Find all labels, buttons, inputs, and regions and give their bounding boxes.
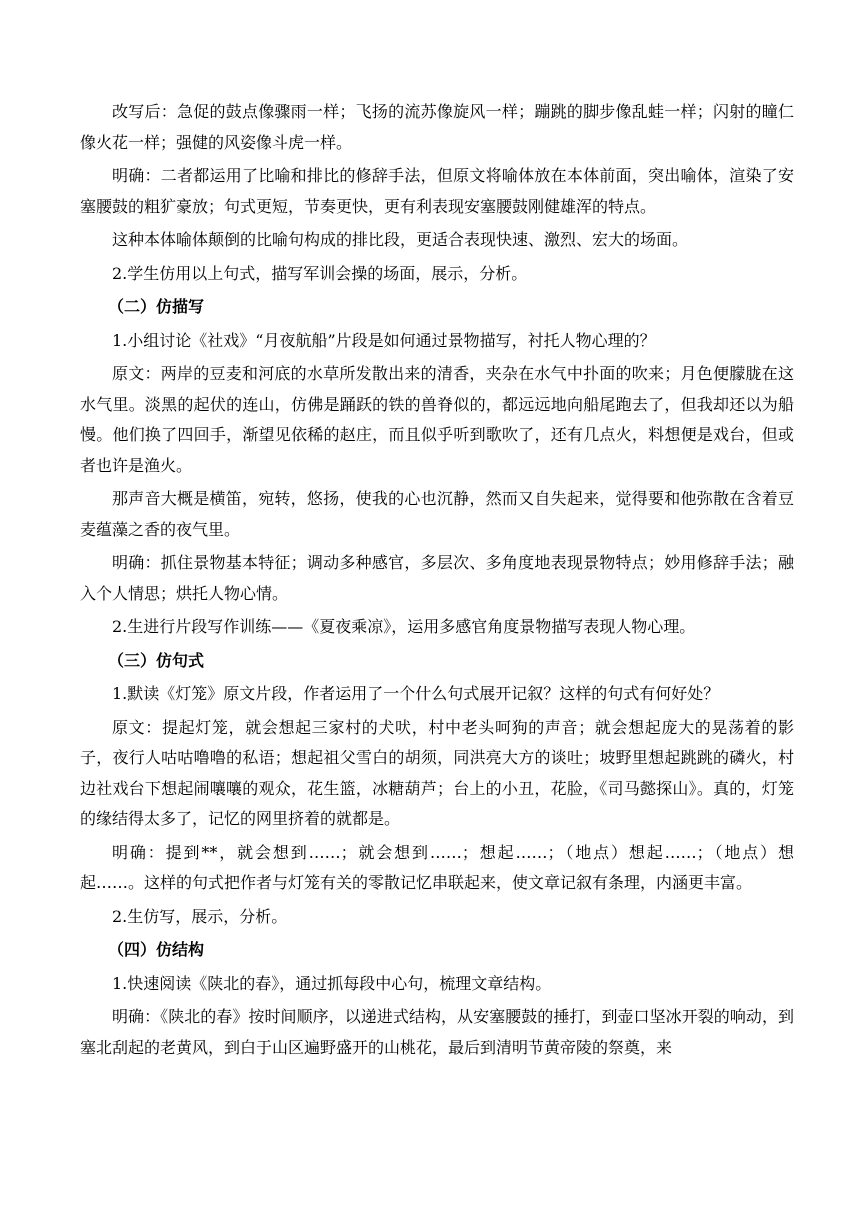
paragraph: 明确：抓住景物基本特征；调动多种感官，多层次、多角度地表现景物特点；妙用修辞手法；融入个人情思；烘托人物心情。 xyxy=(80,553,794,603)
paragraph: 2.生仿写，展示，分析。 xyxy=(112,906,288,926)
paragraph: 明确：二者都运用了比喻和排比的修辞手法，但原文将喻体放在本体前面，突出喻体，渲染了安塞腰鼓的粗犷豪放；句式更短，节奏更快，更有利表现安塞腰鼓刚健雄浑的特点。 xyxy=(80,166,794,216)
document-page xyxy=(80,97,794,1066)
paragraph: 1.默读《灯笼》原文片段，作者运用了一个什么句式展开记叙？这样的句式有何好处？ xyxy=(112,684,720,703)
paragraph: 明确：《陕北的春》按时间顺序，以递进式结构，从安塞腰鼓的捶打，到壶口坚冰开裂的响动，到塞北刮起的老黄风，到白于山区遍野盛开的山桃花，最后到清明节黄帝陵的祭奠，来 xyxy=(80,1007,794,1057)
paragraph: 原文：两岸的豆麦和河底的水草所发散出来的清香，夹杂在水气中扑面的吹来；月色便朦胧在这水气里。淡黑的起伏的连山，仿佛是踊跃的铁的兽脊似的，都远远地向船尾跑去了，但我却还以为船慢。他们换了四回手，渐望见依稀的赵庄，而且似乎听到歌吹了，还有几点火，料想便是戏台，但或者也许是渔火。 xyxy=(80,364,794,475)
paragraph: 2.生进行片段写作训练——《夏夜乘凉》，运用多感官角度景物描写表现人物心理。 xyxy=(112,617,696,636)
paragraph: 1.快速阅读《陕北的春》，通过抓每段中心句，梳理文章结构。 xyxy=(112,973,552,993)
paragraph: 明确：提到**，就会想到……；就会想到……；想起……；（地点）想起……；（地点）想起……。这样的句式把作者与灯笼有关的零散记忆串联起来，使文章记叙有条理，内涵更丰富。 xyxy=(80,842,794,892)
paragraph: 这种本体喻体颠倒的比喻句构成的排比段，更适合表现快速、激烈、宏大的场面。 xyxy=(112,230,689,249)
section-heading: （二）仿描写 xyxy=(108,297,205,316)
paragraph: 2.学生仿用以上句式，描写军训会操的场面，展示，分析。 xyxy=(112,263,528,283)
paragraph: 那声音大概是横笛，宛转，悠扬，使我的心也沉静，然而又自失起来，觉得要和他弥散在含着豆麦蕴藻之香的夜气里。 xyxy=(80,489,794,539)
section-heading: （三）仿句式 xyxy=(108,650,205,670)
paragraph: 原文：提起灯笼，就会想起三家村的犬吠，村中老头呵狗的声音；就会想起庞大的晃荡着的影子，夜行人咕咕噜噜的私语；想起祖父雪白的胡须，同洪亮大方的谈吐；坡野里想起跳跳的磷火，村边社戏台下想起闹嚷嚷的观众，花生篮，冰糖葫芦；台上的小丑，花脸，《司马懿探山》。真的，灯笼的缘结得太多了，记忆的网里挤着的就都是。 xyxy=(80,717,794,828)
paragraph: 1.小组讨论《社戏》“月夜航船”片段是如何通过景物描写，衬托人物心理的？ xyxy=(112,330,656,350)
paragraph: 改写后：急促的鼓点像骤雨一样；飞扬的流苏像旋风一样；蹦跳的脚步像乱蛙一样；闪射的瞳仁像火花一样；强健的风姿像斗虎一样。 xyxy=(80,102,794,152)
section-heading: （四）仿结构 xyxy=(108,940,205,959)
